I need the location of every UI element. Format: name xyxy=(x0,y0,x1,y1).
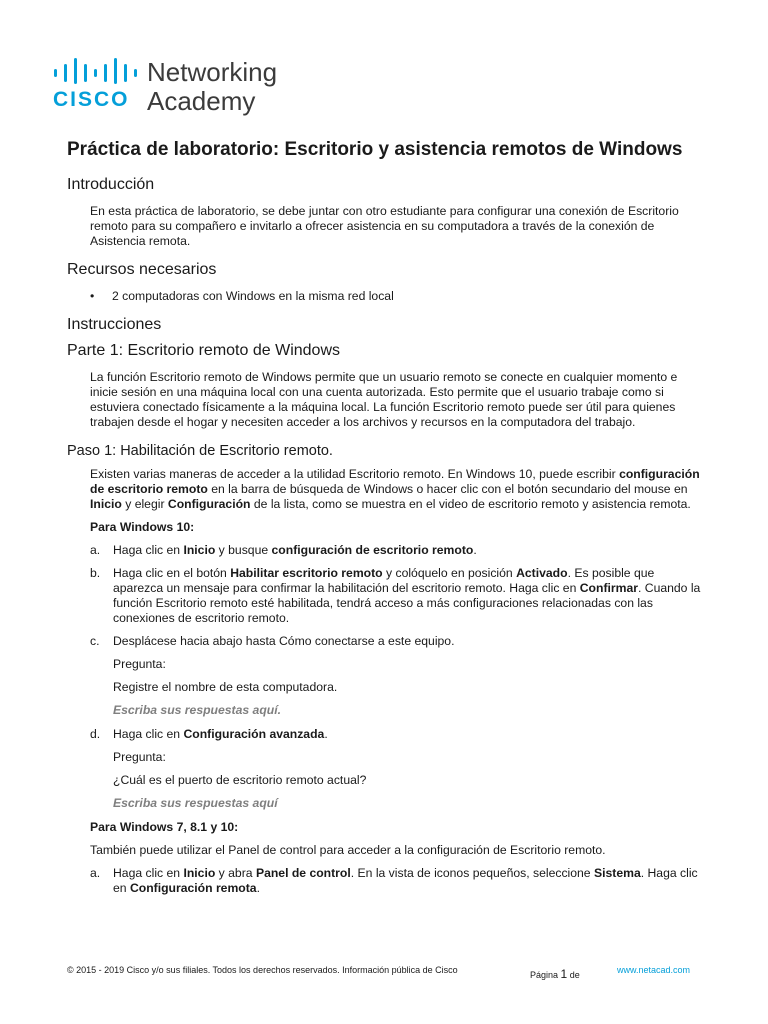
list-item xyxy=(90,866,707,896)
list-item xyxy=(90,289,707,304)
resources-section xyxy=(67,260,707,304)
list-item xyxy=(90,634,707,649)
answer-field[interactable]: Escriba sus respuestas aquí. xyxy=(113,703,281,717)
instructions-heading: Instrucciones xyxy=(67,316,162,333)
step1-section xyxy=(67,442,707,896)
item-marker: d. xyxy=(90,727,101,741)
instructions-section xyxy=(67,315,707,430)
part1-text: La función Escritorio remoto de Windows permite que un usuario remoto se conecte en cualquier momento e inicie sesión en una máquina local con una cuenta autorizada. Esto permite que el usuario trabaje como si estuviera conectado físicamente a la máquina local. La función Escritorio remoto puede ser útil para quienes trabajen desde el hogar y necesiten acceder a los archivos y recursos en la computadora del trabajo. xyxy=(90,370,678,429)
item-marker: b. xyxy=(90,566,101,580)
question-text: Registre el nombre de esta computadora. xyxy=(113,680,338,694)
part1-heading: Parte 1: Escritorio remoto de Windows xyxy=(67,342,340,359)
win7-text: También puede utilizar el Panel de control para acceder a la configuración de Escritorio remoto. xyxy=(90,843,606,857)
intro-heading: Introducción xyxy=(67,176,155,193)
document-content xyxy=(67,138,707,904)
list-item xyxy=(90,566,707,626)
cisco-networking-academy-logo xyxy=(52,58,312,118)
page-footer xyxy=(67,965,707,985)
question-label: Pregunta: xyxy=(113,657,166,671)
win7-heading: Para Windows 7, 8.1 y 10: xyxy=(90,820,239,834)
question-label: Pregunta: xyxy=(113,750,166,764)
item-marker: a. xyxy=(90,543,101,557)
item-text: Haga clic en el botón Habilitar escritorio remoto y colóquelo en posición Activado. Es posible que aparezca un mensaje para confirmar la habilitación del escritorio remoto. Haga clic en Confirmar. Cuando la función Escritorio remoto esté habilitada, tendrá acceso a más configuraciones relacionadas con las conexiones de escritorio remoto. xyxy=(113,566,701,625)
item-marker: a. xyxy=(90,866,101,880)
document-title: Práctica de laboratorio: Escritorio y asistencia remotos de Windows xyxy=(67,139,683,160)
win10-heading: Para Windows 10: xyxy=(90,520,195,534)
logo-networking-text: Networking xyxy=(147,57,278,87)
item-marker: c. xyxy=(90,634,100,648)
question-text: ¿Cuál es el puerto de escritorio remoto actual? xyxy=(113,773,367,787)
list-item xyxy=(90,543,707,558)
logo-cisco-text: CISCO xyxy=(53,88,130,111)
answer-field[interactable]: Escriba sus respuestas aquí xyxy=(113,796,278,810)
footer-page-number: Página 1 de xyxy=(530,967,580,981)
bullet-icon: • xyxy=(90,289,95,303)
intro-section xyxy=(67,175,707,249)
logo-academy-text: Academy xyxy=(147,86,256,116)
footer-copyright: © 2015 - 2019 Cisco y/o sus filiales. Todos los derechos reservados. Información pública de Cisco xyxy=(67,965,458,975)
step1-intro: Existen varias maneras de acceder a la utilidad Escritorio remoto. En Windows 10, puede escribir configuración de escritorio remoto en la barra de búsqueda de Windows o hacer clic con el botón secundario del mouse en Inicio y elegir Configuración de la lista, como se muestra en el video de escritorio remoto y asistencia remota. xyxy=(90,467,700,511)
item-text: Haga clic en Inicio y busque configuración de escritorio remoto. xyxy=(113,543,477,557)
footer-url-link[interactable]: www.netacad.com xyxy=(617,965,691,975)
cisco-bars-icon xyxy=(52,58,142,84)
intro-text: En esta práctica de laboratorio, se debe juntar con otro estudiante para configurar una conexión de Escritorio remoto para su compañero e invitarlo a ofrecer asistencia en su computadora a través de la conexión de Asistencia remota. xyxy=(90,204,679,248)
list-item xyxy=(90,727,707,742)
item-text: Haga clic en Configuración avanzada. xyxy=(113,727,328,741)
item-text: Haga clic en Inicio y abra Panel de control. En la vista de iconos pequeños, seleccione Sistema. Haga clic en Configuración remota. xyxy=(113,866,698,895)
step1-heading: Paso 1: Habilitación de Escritorio remoto. xyxy=(67,443,333,459)
resource-item-text: 2 computadoras con Windows en la misma red local xyxy=(112,289,394,303)
item-text: Desplácese hacia abajo hasta Cómo conectarse a este equipo. xyxy=(113,634,455,648)
resources-heading: Recursos necesarios xyxy=(67,261,217,278)
